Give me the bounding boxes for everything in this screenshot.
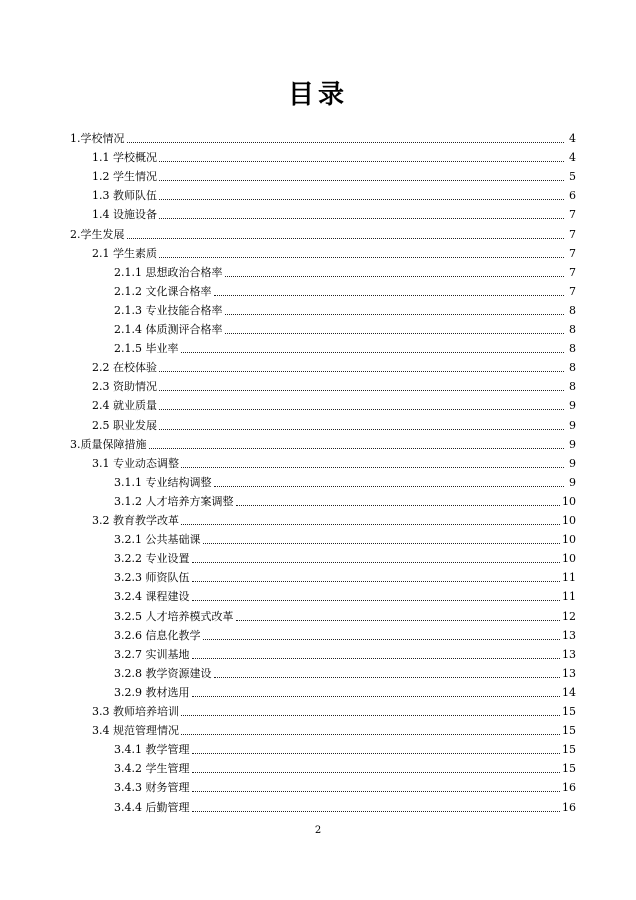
toc-leader-dots bbox=[181, 715, 560, 716]
toc-entry[interactable] bbox=[114, 262, 576, 280]
toc-leader-dots bbox=[159, 390, 564, 391]
toc-entry-title: 1.1 学校概况 bbox=[92, 151, 157, 165]
toc-entry[interactable] bbox=[92, 720, 576, 738]
toc-entry[interactable] bbox=[92, 185, 576, 203]
toc-entry-page: 10 bbox=[562, 514, 576, 527]
toc-entry-page: 16 bbox=[562, 781, 576, 795]
toc-entry-page: 7 bbox=[569, 284, 576, 298]
toc-leader-dots bbox=[236, 620, 561, 621]
toc-leader-dots bbox=[192, 562, 561, 563]
page-number: 2 bbox=[314, 825, 322, 836]
toc-entry-title: 3.4 规范管理情况 bbox=[92, 724, 179, 738]
toc-entry[interactable] bbox=[92, 357, 576, 375]
toc-leader-dots bbox=[159, 199, 564, 200]
toc-entry[interactable] bbox=[114, 491, 576, 509]
toc-entry-title: 2.1 学生素质 bbox=[92, 246, 157, 260]
toc-entry[interactable] bbox=[92, 415, 576, 433]
toc-entry-title: 1.4 设施设备 bbox=[92, 208, 157, 222]
toc-entry-title: 3.2.5 人才培养模式改革 bbox=[114, 609, 234, 623]
toc-entry[interactable] bbox=[114, 281, 576, 299]
toc-entry-page: 8 bbox=[569, 303, 576, 317]
toc-entry-title: 1.2 学生情况 bbox=[92, 170, 157, 184]
toc-entry-title: 3.2.3 师资队伍 bbox=[114, 571, 190, 585]
toc-entry-page: 5 bbox=[569, 170, 576, 184]
toc-leader-dots bbox=[203, 639, 561, 640]
toc-leader-dots bbox=[159, 218, 564, 219]
toc-entry-page: 7 bbox=[569, 265, 576, 279]
toc-leader-dots bbox=[127, 142, 565, 143]
toc-entry[interactable] bbox=[114, 548, 576, 566]
toc-entry-title: 2.学生发展 bbox=[70, 227, 125, 241]
toc-entry-page: 8 bbox=[569, 380, 576, 394]
toc-entry-title: 2.1.5 毕业率 bbox=[114, 342, 179, 356]
toc-leader-dots bbox=[225, 333, 565, 334]
toc-entry-title: 2.1.1 思想政治合格率 bbox=[114, 265, 223, 279]
toc-entry-page: 13 bbox=[562, 628, 576, 642]
toc-entry[interactable] bbox=[114, 567, 576, 585]
toc-entry[interactable] bbox=[114, 682, 576, 700]
toc-entry-page: 15 bbox=[562, 705, 576, 718]
toc-entry-page: 7 bbox=[569, 246, 576, 260]
toc-entry-title: 2.1.4 体质测评合格率 bbox=[114, 323, 223, 336]
toc-leader-dots bbox=[225, 314, 565, 315]
toc-entry-page: 16 bbox=[562, 800, 576, 814]
toc-entry-title: 3.2.7 实训基地 bbox=[114, 647, 190, 661]
toc-entry-title: 3.4.1 教学管理 bbox=[114, 743, 190, 757]
toc-entry-page: 13 bbox=[562, 647, 576, 661]
toc-entry-title: 1.3 教师队伍 bbox=[92, 189, 157, 203]
toc-entry-page: 15 bbox=[562, 724, 576, 738]
toc-entry-page: 9 bbox=[569, 456, 576, 470]
toc-entry-title: 2.2 在校体验 bbox=[92, 361, 157, 375]
toc-leader-dots bbox=[225, 276, 565, 277]
toc-entry[interactable] bbox=[92, 376, 576, 394]
toc-entry-page: 8 bbox=[569, 323, 576, 336]
toc-entry[interactable] bbox=[92, 510, 576, 528]
toc-entry-title: 2.5 职业发展 bbox=[92, 418, 157, 432]
toc-entry[interactable] bbox=[114, 300, 576, 318]
toc-entry[interactable] bbox=[114, 319, 576, 337]
toc-entry[interactable] bbox=[114, 739, 576, 757]
toc-leader-dots bbox=[192, 658, 561, 659]
toc-entry-title: 3.3 教师培养培训 bbox=[92, 705, 179, 718]
toc-leader-dots bbox=[159, 161, 564, 162]
toc-entry-title: 3.4.2 学生管理 bbox=[114, 762, 190, 776]
toc-entry[interactable] bbox=[92, 701, 576, 719]
toc-entry-page: 9 bbox=[569, 418, 576, 432]
toc-leader-dots bbox=[181, 734, 560, 735]
toc-entry-title: 3.1.2 人才培养方案调整 bbox=[114, 494, 234, 508]
toc-entry-page: 9 bbox=[569, 399, 576, 413]
toc-entry-title: 3.2.1 公共基础课 bbox=[114, 533, 201, 547]
toc-entry[interactable] bbox=[92, 166, 576, 184]
toc-leader-dots bbox=[192, 772, 561, 773]
toc-entry-title: 3.1 专业动态调整 bbox=[92, 456, 179, 470]
toc-entry-page: 12 bbox=[562, 609, 576, 623]
toc-entry-title: 3.4.3 财务管理 bbox=[114, 781, 190, 795]
toc-entry-page: 13 bbox=[562, 666, 576, 680]
toc-entry-page: 10 bbox=[562, 533, 576, 547]
toc-entry[interactable] bbox=[70, 128, 576, 146]
toc-entry[interactable] bbox=[114, 606, 576, 624]
toc-entry-page: 14 bbox=[562, 685, 576, 699]
toc-entry-page: 7 bbox=[569, 208, 576, 222]
toc-entry-title: 3.4.4 后勤管理 bbox=[114, 800, 190, 814]
toc-entry-page: 9 bbox=[569, 437, 576, 451]
toc-entry-title: 2.3 资助情况 bbox=[92, 380, 157, 394]
toc-entry-page: 8 bbox=[569, 342, 576, 356]
toc-entry[interactable] bbox=[70, 434, 576, 452]
toc-entry[interactable] bbox=[114, 663, 576, 681]
toc-leader-dots bbox=[192, 581, 561, 582]
toc-entry-page: 9 bbox=[569, 475, 576, 489]
toc-entry-page: 11 bbox=[562, 590, 576, 604]
toc-entry-title: 1.学校情况 bbox=[70, 132, 125, 145]
toc-entry[interactable] bbox=[92, 453, 576, 471]
toc-leader-dots bbox=[181, 524, 560, 525]
toc-entry[interactable] bbox=[114, 777, 576, 795]
toc-entry-page: 7 bbox=[569, 227, 576, 241]
toc-entry[interactable] bbox=[92, 395, 576, 413]
toc-entry-title: 3.质量保障措施 bbox=[70, 437, 147, 451]
toc-entry-title: 2.4 就业质量 bbox=[92, 399, 157, 413]
toc-leader-dots bbox=[181, 467, 564, 468]
toc-entry[interactable] bbox=[70, 224, 576, 242]
toc-entry-page: 10 bbox=[562, 552, 576, 566]
toc-leader-dots bbox=[192, 791, 561, 792]
toc-entry-page: 15 bbox=[562, 743, 576, 757]
toc-entry-title: 2.1.2 文化课合格率 bbox=[114, 284, 212, 298]
toc-leader-dots bbox=[181, 352, 565, 353]
toc-entry-page: 15 bbox=[562, 762, 576, 776]
toc-entry-page: 6 bbox=[569, 189, 576, 203]
toc-leader-dots bbox=[192, 696, 561, 697]
toc-entry[interactable] bbox=[114, 644, 576, 662]
toc-leader-dots bbox=[159, 429, 564, 430]
toc-entry[interactable] bbox=[92, 243, 576, 261]
toc-leader-dots bbox=[214, 295, 565, 296]
toc-entry-title: 3.2.2 专业设置 bbox=[114, 552, 190, 566]
toc-leader-dots bbox=[127, 238, 565, 239]
toc-entry-title: 3.2.6 信息化教学 bbox=[114, 628, 201, 642]
toc-entry[interactable] bbox=[114, 472, 576, 490]
toc-leader-dots bbox=[159, 371, 564, 372]
toc-entry[interactable] bbox=[114, 586, 576, 604]
toc-entry-page: 4 bbox=[569, 132, 576, 145]
toc-entry[interactable] bbox=[114, 529, 576, 547]
toc-entry[interactable] bbox=[92, 204, 576, 222]
toc-leader-dots bbox=[203, 543, 561, 544]
toc-leader-dots bbox=[192, 753, 561, 754]
toc-entry-page: 4 bbox=[569, 151, 576, 165]
toc-leader-dots bbox=[236, 505, 561, 506]
toc-entry-title: 3.1.1 专业结构调整 bbox=[114, 475, 212, 489]
toc-entry[interactable] bbox=[114, 797, 576, 815]
toc-leader-dots bbox=[192, 811, 561, 812]
toc-leader-dots bbox=[214, 677, 561, 678]
toc-entry-title: 2.1.3 专业技能合格率 bbox=[114, 303, 223, 317]
toc-entry-page: 11 bbox=[562, 571, 576, 585]
toc-entry-page: 8 bbox=[569, 361, 576, 375]
toc-entry-title: 3.2 教育教学改革 bbox=[92, 514, 179, 527]
toc-leader-dots bbox=[159, 180, 564, 181]
toc-entry[interactable] bbox=[114, 625, 576, 643]
toc-leader-dots bbox=[149, 448, 565, 449]
toc-entry-title: 3.2.8 教学资源建设 bbox=[114, 666, 212, 680]
toc-leader-dots bbox=[214, 486, 565, 487]
toc-leader-dots bbox=[192, 600, 561, 601]
toc-entry[interactable] bbox=[92, 147, 576, 165]
toc-entry-title: 3.2.9 教材选用 bbox=[114, 685, 190, 699]
page-title: 目录 bbox=[287, 80, 348, 110]
toc-entry-page: 10 bbox=[562, 494, 576, 508]
toc-entry[interactable] bbox=[114, 758, 576, 776]
toc-entry-title: 3.2.4 课程建设 bbox=[114, 590, 190, 604]
toc-entry[interactable] bbox=[114, 338, 576, 356]
toc-leader-dots bbox=[159, 257, 564, 258]
toc-leader-dots bbox=[159, 409, 564, 410]
